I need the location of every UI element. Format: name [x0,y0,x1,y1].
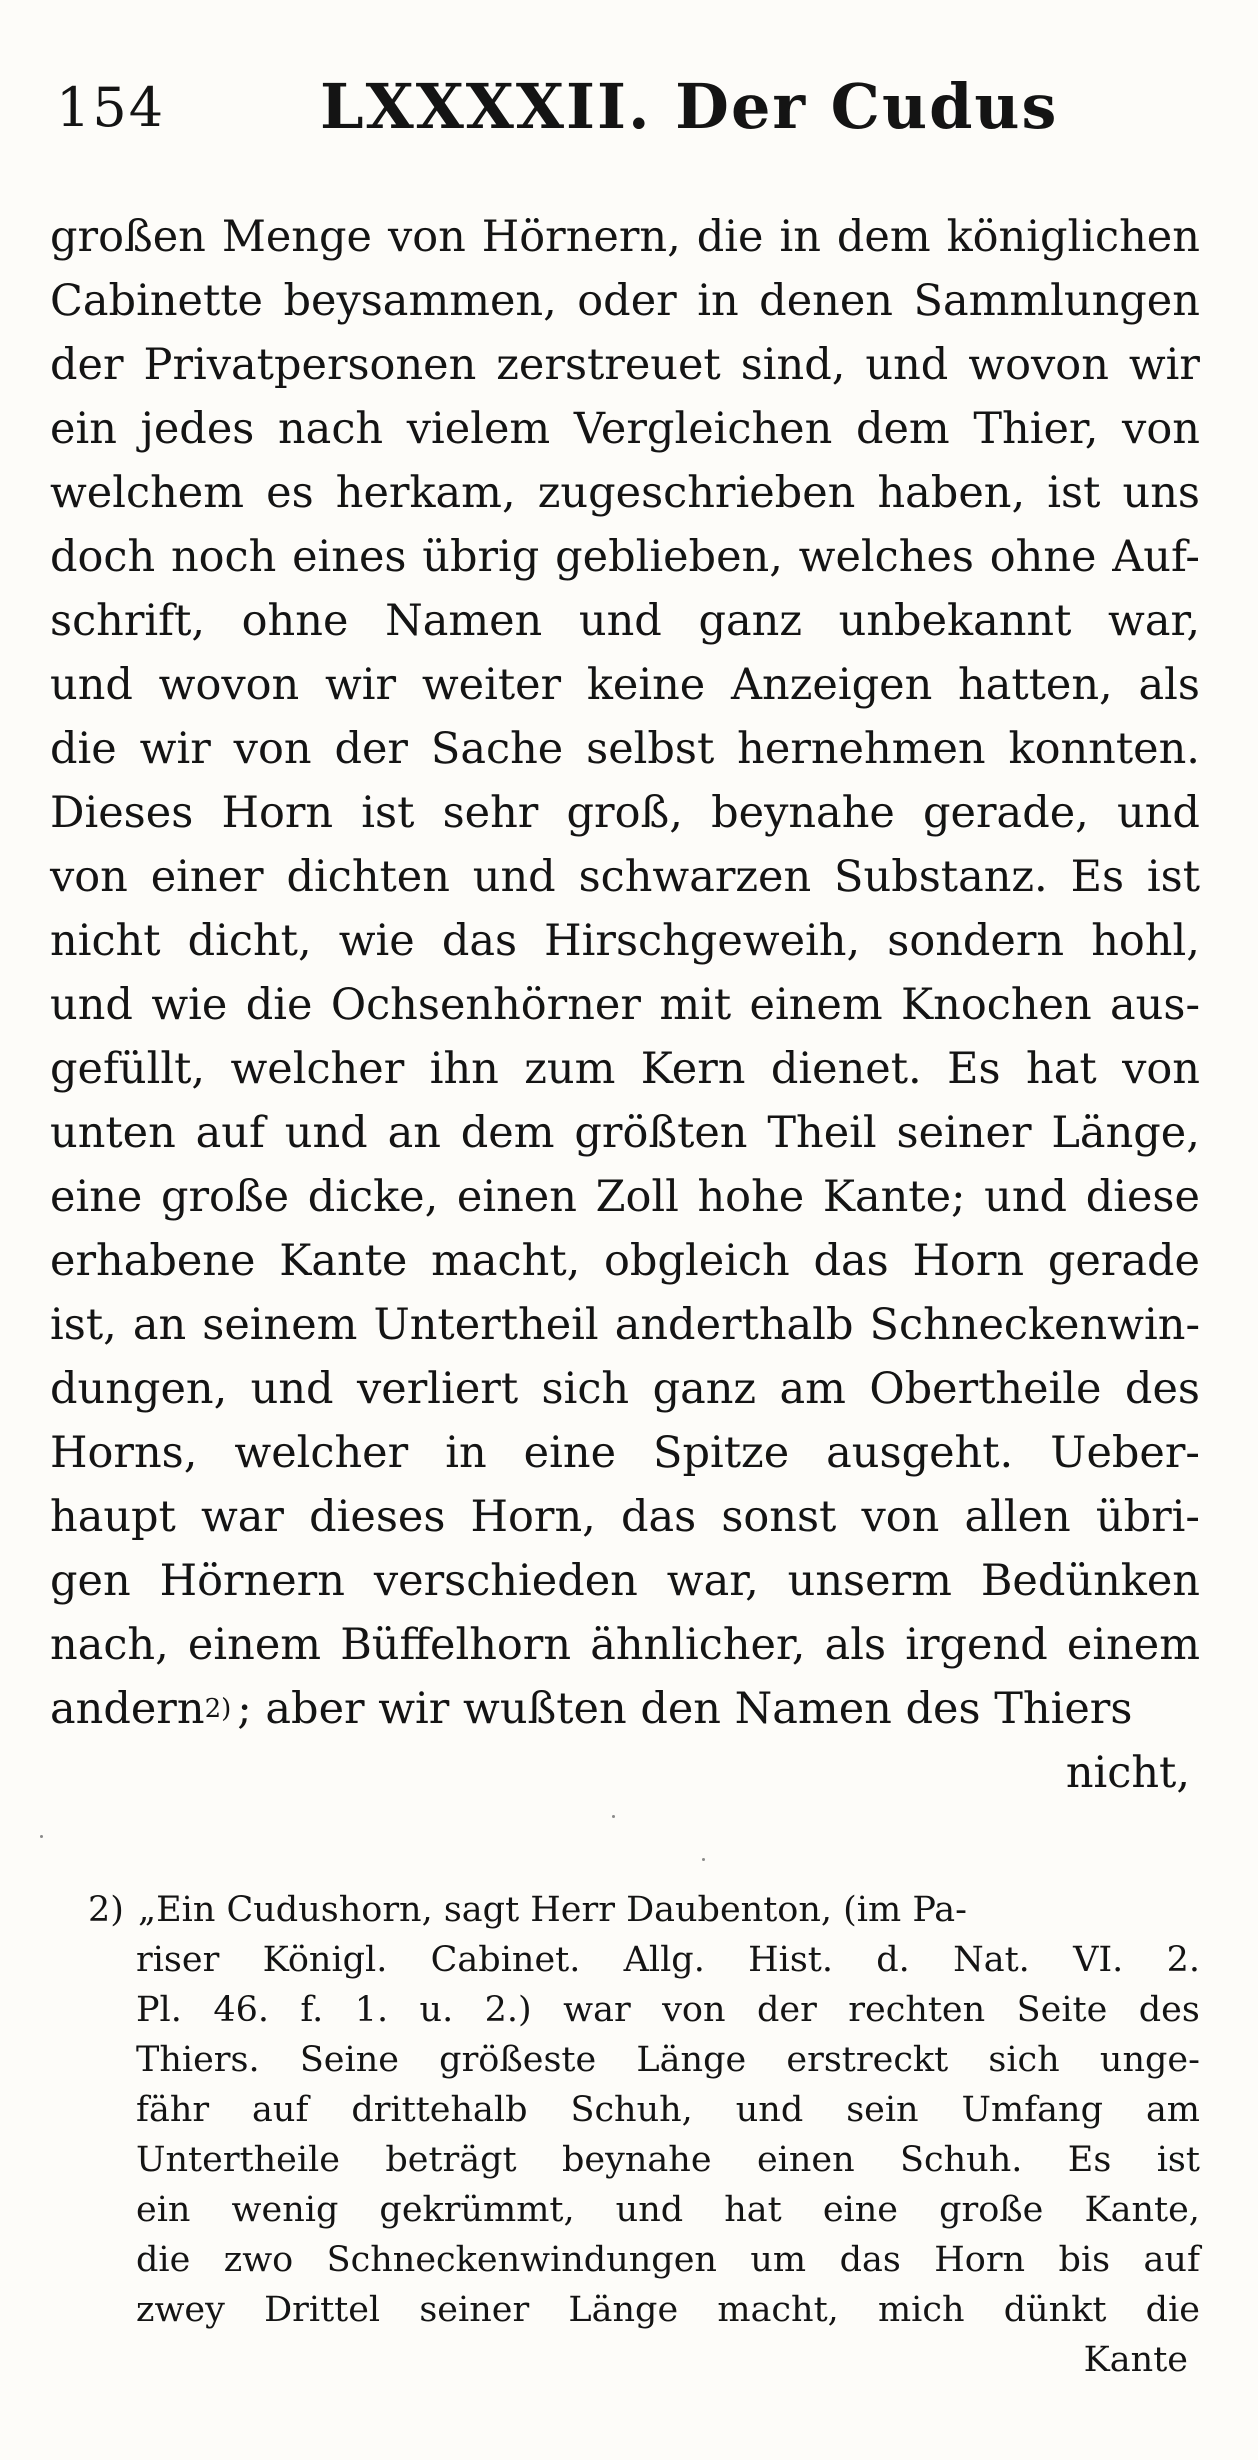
footnote [88,1885,1200,2385]
text-line: nach, einem Büffelhorn ähnlicher, als irgend einem [50,1620,1200,1670]
footnote-line: Untertheile beträgt beynahe einen Schuh. Es ist [136,2140,1200,2180]
text-line: Dieses Horn ist sehr groß, beynahe gerade, und [50,788,1200,838]
text-line: unten auf und an dem größten Theil seiner Länge, [50,1108,1200,1158]
footnote-line: riser Königl. Cabinet. Allg. Hist. d. Nat. VI. 2. [136,1940,1200,1980]
footnote-line: fähr auf drittehalb Schuh, und sein Umfang am [136,2090,1200,2130]
footnote-line: ein wenig gekrümmt, und hat eine große Kante, [136,2190,1200,2230]
footnote-line: zwey Drittel seiner Länge macht, mich dünkt die [136,2290,1200,2330]
text-line: haupt war dieses Horn, das sonst von allen übri- [50,1492,1200,1542]
text-line: nicht dicht, wie das Hirschgeweih, sondern hohl, [50,916,1200,966]
text-line: und wie die Ochsenhörner mit einem Knochen aus- [50,980,1200,1030]
text-line: welchem es herkam, zugeschrieben haben, ist uns [50,468,1200,518]
text-line: von einer dichten und schwarzen Substanz. Es ist [50,852,1200,902]
text-line: eine große dicke, einen Zoll hohe Kante; und diese [50,1172,1200,1222]
page-number: 154 [56,76,166,139]
catchword: nicht, [1065,1748,1190,1798]
body-lines [50,205,1200,1677]
text-before-note: andern [50,1684,205,1734]
page-header [50,62,1180,152]
text-line: doch noch eines übrig geblieben, welches ohne Auf- [50,532,1200,582]
footnote-reference: 2) [204,1694,232,1724]
paper-speck [702,1858,705,1861]
footnote-line: Pl. 46. f. 1. u. 2.) war von der rechten Seite des [136,1990,1200,2030]
text-line: und wovon wir weiter keine Anzeigen hatten, als [50,660,1200,710]
paper-speck [612,1815,615,1818]
text-line-footnote-ref [50,1677,1200,1741]
footnote-marker: 2) [88,1890,124,1930]
footnote-catchword-line [88,2335,1200,2385]
text-line: gefüllt, welcher ihn zum Kern dienet. Es hat von [50,1044,1200,1094]
text-line: ist, an seinem Untertheil anderthalb Schneckenwin- [50,1300,1200,1350]
text-line: Cabinette beysammen, oder in denen Sammlungen [50,276,1200,326]
text-line: großen Menge von Hörnern, die in dem königlichen [50,212,1200,262]
footnote-catchword: Kante [1083,2340,1188,2380]
catchword-line [50,1741,1200,1805]
text-line: die wir von der Sache selbst hernehmen konnten. [50,724,1200,774]
text-line: der Privatpersonen zerstreuet sind, und wovon wir [50,340,1200,390]
text-line: gen Hörnern verschieden war, unserm Bedünken [50,1556,1200,1606]
text-after-note: ; aber wir wußten den Namen des Thiers [237,1684,1133,1734]
footnote-line [88,1885,1200,1935]
footnote-line-text: „Ein Cudushorn, sagt Herr Daubenton, (im Pa- [137,1890,967,1930]
footnote-lines [88,1885,1200,2335]
running-head: LXXXXII. Der Cudus [320,70,1059,143]
main-text [50,205,1200,1805]
text-line: Horns, welcher in eine Spitze ausgeht. Ueber- [50,1428,1200,1478]
text-line: ein jedes nach vielem Vergleichen dem Thier, von [50,404,1200,454]
paper-speck [40,1835,43,1838]
footnote-line: Thiers. Seine größeste Länge erstreckt sich unge- [136,2040,1200,2080]
footnote-line: die zwo Schneckenwindungen um das Horn bis auf [136,2240,1200,2280]
text-line: schrift, ohne Namen und ganz unbekannt war, [50,596,1200,646]
text-line: dungen, und verliert sich ganz am Obertheile des [50,1364,1200,1414]
text-line: erhabene Kante macht, obgleich das Horn gerade [50,1236,1200,1286]
